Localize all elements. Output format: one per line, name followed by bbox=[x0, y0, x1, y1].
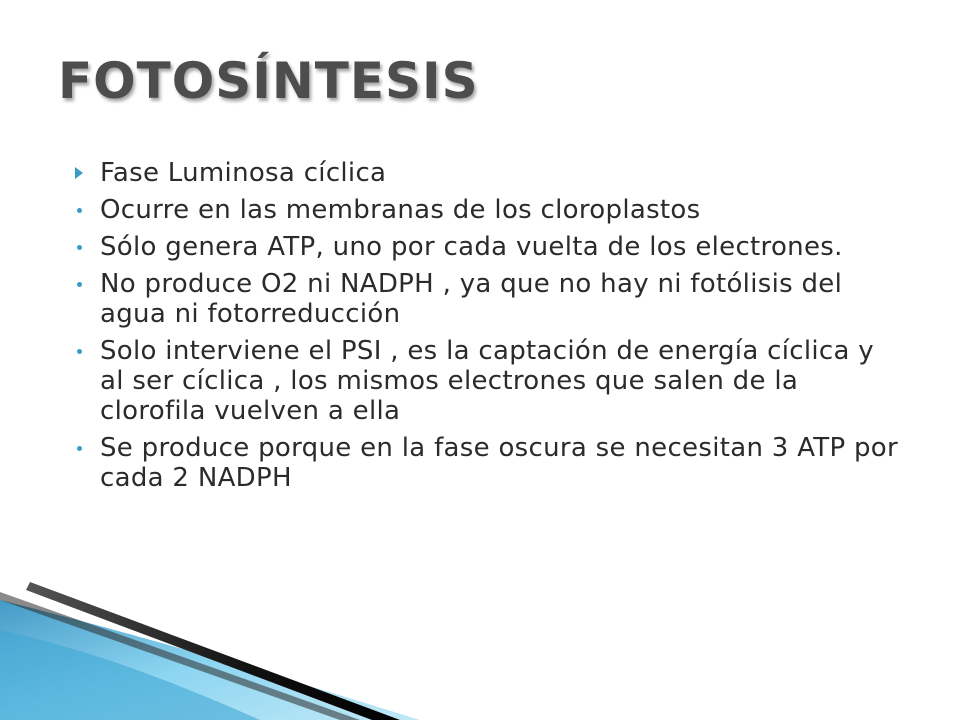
dot-bullet-icon bbox=[64, 336, 94, 366]
bullet-text: Solo interviene el PSI , es la captación de energía cíclica y al ser cíclica , los mismos electrones que salen de la clorofila vuelven a ella bbox=[100, 336, 874, 426]
corner-decoration bbox=[0, 560, 960, 720]
bullet-item bbox=[64, 433, 904, 493]
dot-bullet-icon bbox=[64, 195, 94, 225]
slide-title: FOTOSÍNTESIS bbox=[58, 52, 479, 110]
dot-bullet-icon bbox=[64, 433, 94, 463]
bullet-text: No produce O2 ni NADPH , ya que no hay ni fotólisis del agua ni fotorreducción bbox=[100, 269, 843, 329]
arrow-bullet-icon bbox=[64, 158, 94, 188]
bullet-item bbox=[64, 269, 904, 329]
bullet-text: Fase Luminosa cíclica bbox=[100, 158, 387, 188]
dot-bullet-icon bbox=[64, 269, 94, 299]
bullet-text: Ocurre en las membranas de los cloroplastos bbox=[100, 195, 701, 225]
bullet-list bbox=[64, 158, 904, 500]
bullet-item bbox=[64, 336, 904, 426]
dot-bullet-icon bbox=[64, 232, 94, 262]
bullet-text: Se produce porque en la fase oscura se necesitan 3 ATP por cada 2 NADPH bbox=[100, 433, 898, 493]
bullet-text: Sólo genera ATP, uno por cada vuelta de los electrones. bbox=[100, 232, 843, 262]
bullet-item bbox=[64, 158, 904, 188]
bullet-item bbox=[64, 195, 904, 225]
bullet-item bbox=[64, 232, 904, 262]
